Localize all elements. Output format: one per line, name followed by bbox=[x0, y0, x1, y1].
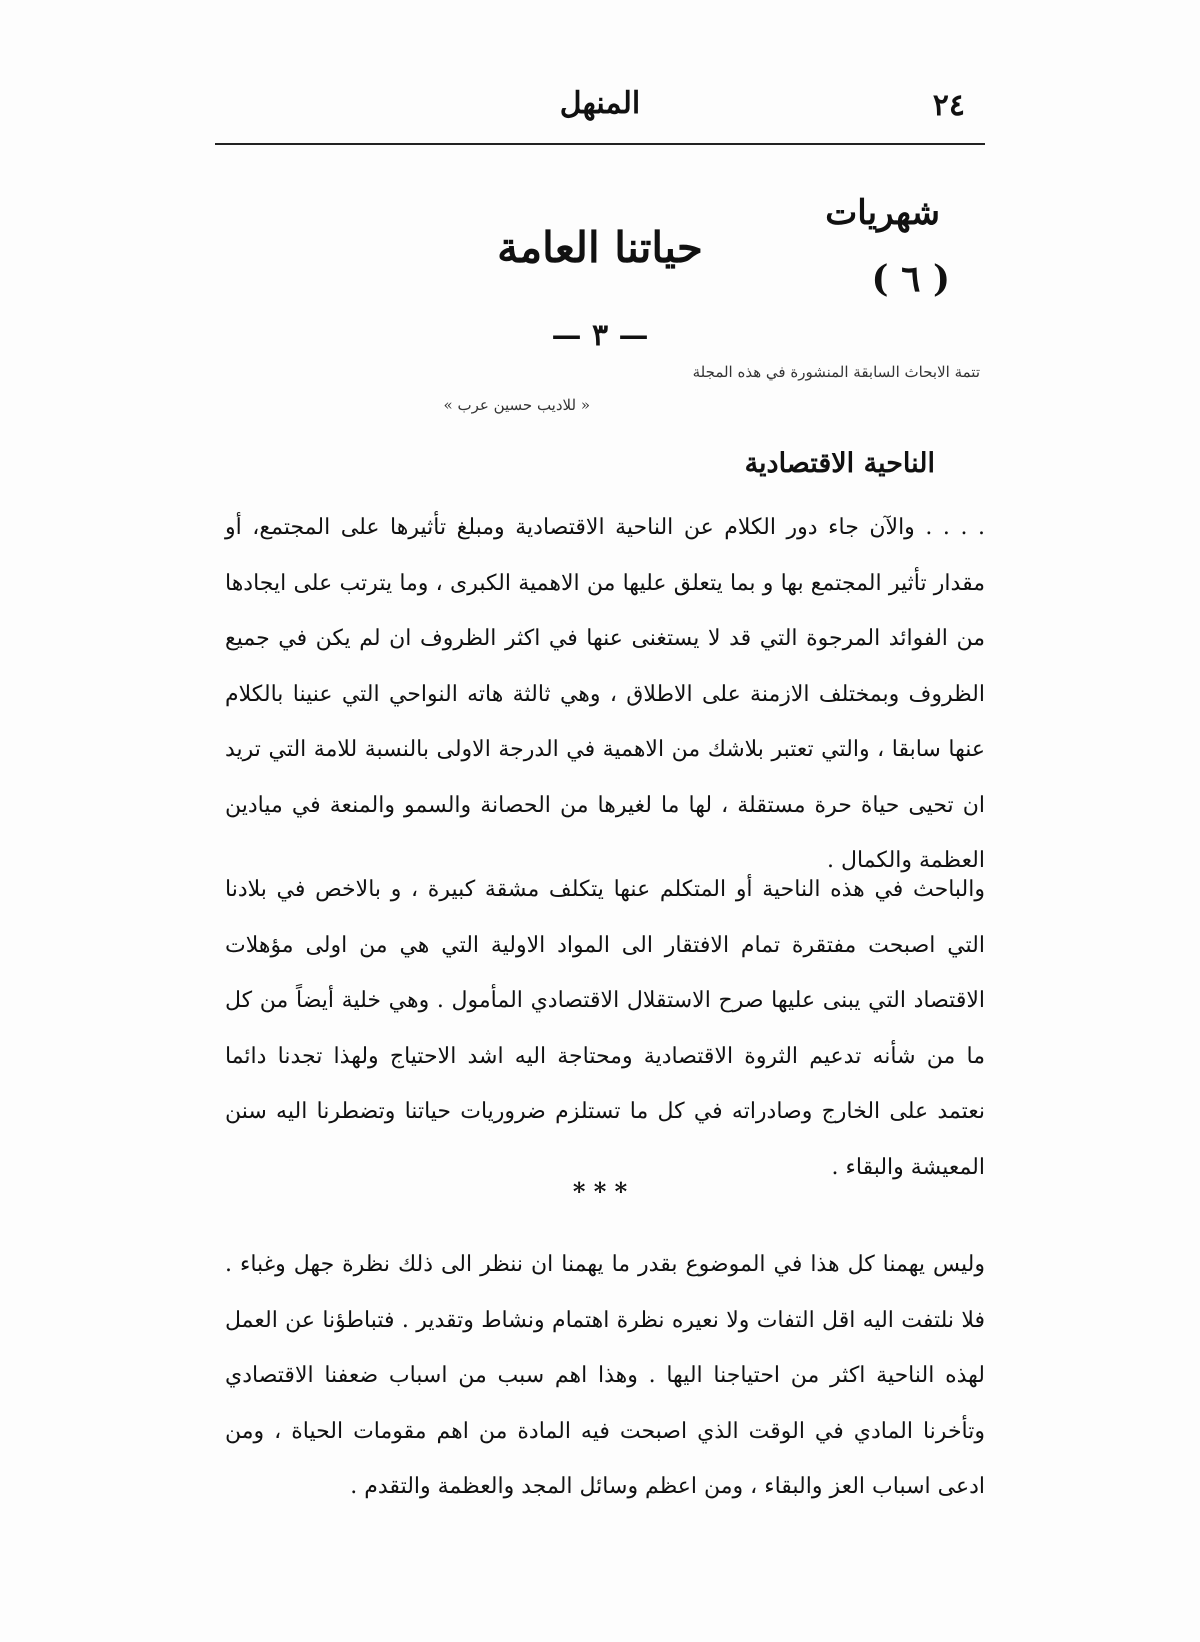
continuation-note: تتمة الابحاث السابقة المنشورة في هذه المجلة bbox=[692, 363, 980, 381]
body-paragraph-3-wrap bbox=[225, 1237, 985, 1515]
header-rule bbox=[215, 143, 985, 145]
body-paragraph-1-wrap bbox=[225, 500, 985, 889]
body-paragraph: . . . . والآن جاء دور الكلام عن الناحية الاقتصادية ومبلغ تأثيرها على المجتمع، أو مقدار تأثير المجتمع بها و بما يتعلق عليها من الاهمية الكبرى ، وما يترتب على ايجادها من الفوائد المرجوة التي قد لا يستغنى عنها في اكثر الظروف ان لم يكن في جميع الظروف وبمختلف الازمنة على الاطلاق ، وهي ثالثة هاته النواحي التي عنينا بالكلام عنها سابقا ، والتي تعتبر بلاشك من الاهمية في الدرجة الاولى بالنسبة للامة التي تريد ان تحيى حياة حرة مستقلة ، لها ما لغيرها من الحصانة والسمو والمنعة في ميادين العظمة والكمال . bbox=[225, 515, 985, 873]
body-paragraph-2-wrap bbox=[225, 862, 985, 1195]
journal-name: المنهل bbox=[559, 86, 641, 121]
section-separator: * * * bbox=[572, 1177, 628, 1206]
body-paragraph: والباحث في هذه الناحية أو المتكلم عنها يتكلف مشقة كبيرة ، و بالاخص في بلادنا التي اصبحت مفتقرة تمام الافتقار الى المواد الاولية التي هي من اولى مؤهلات الاقتصاد التي يبنى عليها صرح الاستقلال الاقتصادي المأمول . وهي خلية أيضاً من كل ما من شأنه تدعيم الثروة الاقتصادية ومحتاجة اليه اشد الاحتياج ولهذا تجدنا دائما نعتمد على الخارج وصادراته في كل ما تستلزم ضروريات حياتنا وتضطرنا اليه سنن المعيشة والبقاء . bbox=[225, 877, 985, 1180]
part-marker: — ٣ — bbox=[551, 318, 649, 353]
series-number: ( ٦ ) bbox=[871, 258, 950, 300]
section-heading: الناحية الاقتصادية bbox=[744, 448, 935, 479]
article-title: حياتنا العامة bbox=[497, 223, 703, 272]
body-paragraph: وليس يهمنا كل هذا في الموضوع بقدر ما يهمنا ان ننظر الى ذلك نظرة جهل وغباء . فلا نلتفت اليه اقل التفات ولا نعيره نظرة اهتمام ونشاط وتقدير . فتباطؤنا عن العمل لهذه الناحية اكثر من احتياجنا اليها . وهذا اهم سبب من اسباب ضعفنا الاقتصادي وتأخرنا المادي في الوقت الذي اصبحت فيه المادة من اهم مقومات الحياة ، ومن ادعى اسباب العز والبقاء ، ومن اعظم وسائل المجد والعظمة والتقدم . bbox=[225, 1252, 985, 1499]
page-number: ٢٤ bbox=[932, 88, 965, 123]
page-header bbox=[215, 78, 985, 124]
author-credit: « للاديب حسين عرب » bbox=[443, 396, 590, 414]
series-label: شهريات bbox=[825, 193, 940, 233]
